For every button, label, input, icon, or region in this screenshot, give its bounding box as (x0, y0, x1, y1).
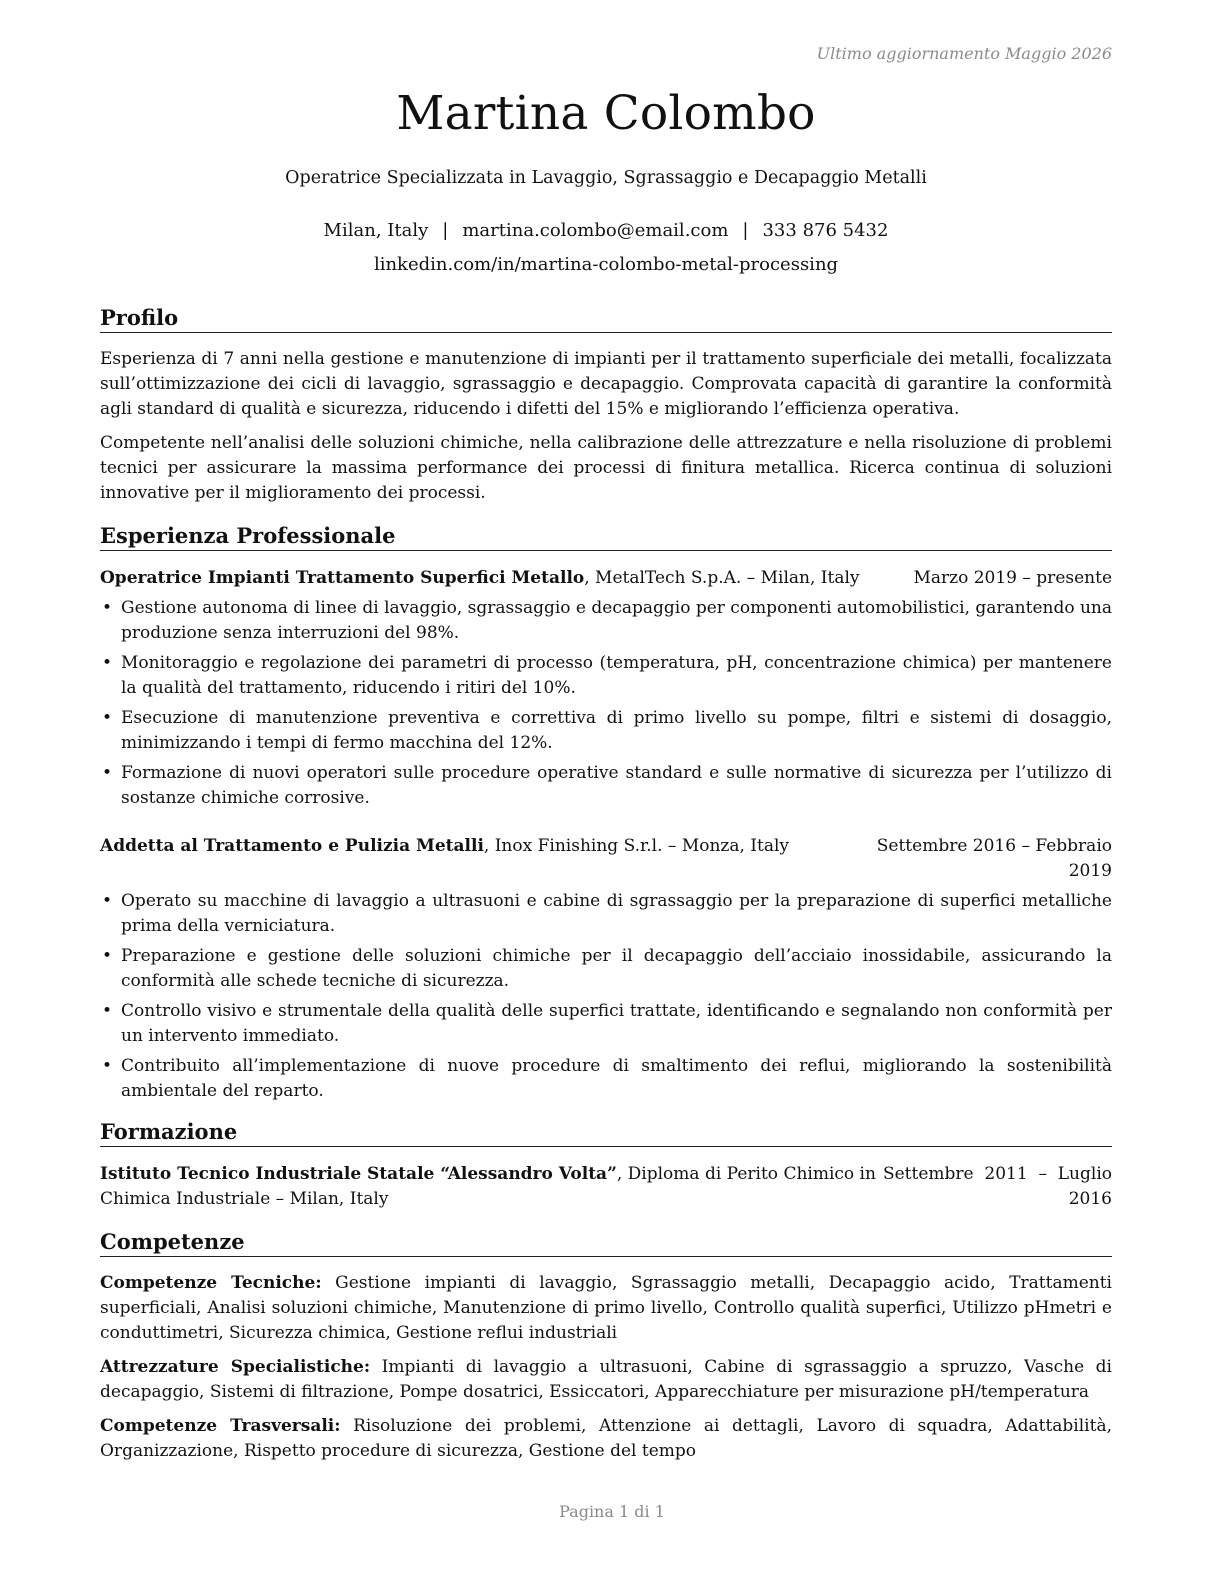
phone: 333 876 5432 (762, 220, 889, 241)
degree-location: Chimica Industriale – Milan, Italy (100, 1189, 389, 1209)
list-item: • Esecuzione di manutenzione preventiva e correttiva di primo livello su pompe, filtri e sistemi di dosaggio, minimizzando i tempi di fermo macchina del 12%. (102, 708, 1112, 753)
section-title-experience: Esperienza Professionale (100, 523, 1112, 551)
job-2-bullets (100, 889, 1112, 1109)
profile-paragraph-1: Esperienza di 7 anni nella gestione e manutenzione di impianti per il trattamento superficiale dei metalli, focalizzata sull’ottimizzazione dei cicli di lavaggio, sgrassaggio e decapaggio. Comprovata capacità di garantire la conformità agli standard di qualità e sicurezza, riducendo i difetti del 15% e migliorando l’efficienza operativa. (100, 349, 1112, 419)
job-company: , Inox Finishing S.r.l. – Monza, Italy (483, 836, 790, 856)
list-item: • Preparazione e gestione delle soluzioni chimiche per il decapaggio dell’acciaio inossidabile, assicurando la conformità alle schede tecniche di sicurezza. (102, 946, 1112, 991)
job-company: , MetalTech S.p.A. – Milan, Italy (584, 568, 860, 588)
list-item: • Formazione di nuovi operatori sulle procedure operative standard e sulle normative di sicurezza per l’utilizzo di sostanze chimiche corrosive. (102, 763, 1112, 808)
bullet-icon: • (102, 653, 113, 673)
section-title-education: Formazione (100, 1119, 1112, 1147)
bullet-icon: • (102, 946, 113, 966)
bullet-icon: • (102, 1001, 113, 1021)
job-role: Addetta al Trattamento e Pulizia Metalli (100, 836, 484, 856)
education-entry (100, 1162, 1112, 1212)
job-dates: Settembre 2016 – Febbraio 2019 (876, 836, 1112, 881)
bullet-icon: • (102, 598, 113, 618)
linkedin-link[interactable]: linkedin.com/in/martina-colombo-metal-processing (373, 254, 839, 275)
job-header-2 (100, 834, 1112, 884)
education-dates: Settembre 2011 – Luglio 2016 (882, 1164, 1112, 1209)
page-number: Pagina 1 di 1 (559, 1502, 665, 1521)
job-header-1 (100, 566, 1112, 591)
bullet-icon: • (102, 891, 113, 911)
degree: , Diploma di Perito Chimico in (616, 1164, 876, 1184)
section-title-skills: Competenze (100, 1229, 1112, 1257)
school-name: Istituto Tecnico Industriale Statale “Alessandro Volta” (100, 1164, 617, 1184)
profile-paragraph-2: Competente nell’analisi delle soluzioni chimiche, nella calibrazione delle attrezzature e nella risoluzione di problemi tecnici per assicurare la massima performance dei processi di finitura metallica. Ricerca continua di soluzioni innovative per il miglioramento dei processi. (100, 433, 1112, 503)
bullet-icon: • (102, 708, 113, 728)
skill-group-technical: Competenze Tecniche: Gestione impianti di lavaggio, Sgrassaggio metalli, Decapaggio acido, Trattamenti superficiali, Analisi soluzioni chimiche, Manutenzione di primo livello, Controllo qualità superfici, Utilizzo pHmetri e conduttimetri, Sicurezza chimica, Gestione reflui industriali (100, 1273, 1112, 1343)
last-updated: Ultimo aggiornamento Maggio 2026 (816, 44, 1112, 63)
job-dates: Marzo 2019 – presente (913, 568, 1112, 588)
list-item: • Operato su macchine di lavaggio a ultrasuoni e cabine di sgrassaggio per la preparazione di superfici metalliche prima della verniciatura. (102, 891, 1112, 936)
job-role: Operatrice Impianti Trattamento Superfici Metallo (100, 568, 585, 588)
separator: | (442, 220, 449, 241)
job-1-bullets (100, 596, 1112, 816)
list-item: • Controllo visivo e strumentale della qualità delle superfici trattate, identificando e segnalando non conformità per un intervento immediato. (102, 1001, 1112, 1046)
bullet-icon: • (102, 763, 113, 783)
skill-group-equipment: Attrezzature Specialistiche: Impianti di lavaggio a ultrasuoni, Cabine di sgrassaggio a spruzzo, Vasche di decapaggio, Sistemi di filtrazione, Pompe dosatrici, Essiccatori, Apparecchiature per misurazione pH/temperatura (100, 1357, 1112, 1402)
email-link[interactable]: martina.colombo@email.com (462, 220, 729, 241)
skill-group-soft: Competenze Trasversali: Risoluzione dei problemi, Attenzione ai dettagli, Lavoro di squadra, Adattabilità, Organizzazione, Rispetto procedure di sicurezza, Gestione del tempo (100, 1416, 1112, 1461)
candidate-name: Martina Colombo (396, 86, 816, 141)
list-item: • Gestione autonoma di linee di lavaggio, sgrassaggio e decapaggio per componenti automobilistici, garantendo una produzione senza interruzioni del 98%. (102, 598, 1113, 643)
contact-line (100, 220, 1112, 241)
section-title-profile: Profilo (100, 305, 1112, 333)
list-item: • Monitoraggio e regolazione dei parametri di processo (temperatura, pH, concentrazione chimica) per mantenere la qualità del trattamento, riducendo i ritiri del 10%. (102, 653, 1112, 698)
job-title: Operatrice Specializzata in Lavaggio, Sgrassaggio e Decapaggio Metalli (285, 168, 927, 188)
bullet-icon: • (102, 1056, 113, 1076)
list-item: • Contribuito all’implementazione di nuove procedure di smaltimento dei reflui, migliorando la sostenibilità ambientale del reparto. (102, 1056, 1112, 1101)
location: Milan, Italy (323, 220, 429, 241)
separator: | (742, 220, 749, 241)
